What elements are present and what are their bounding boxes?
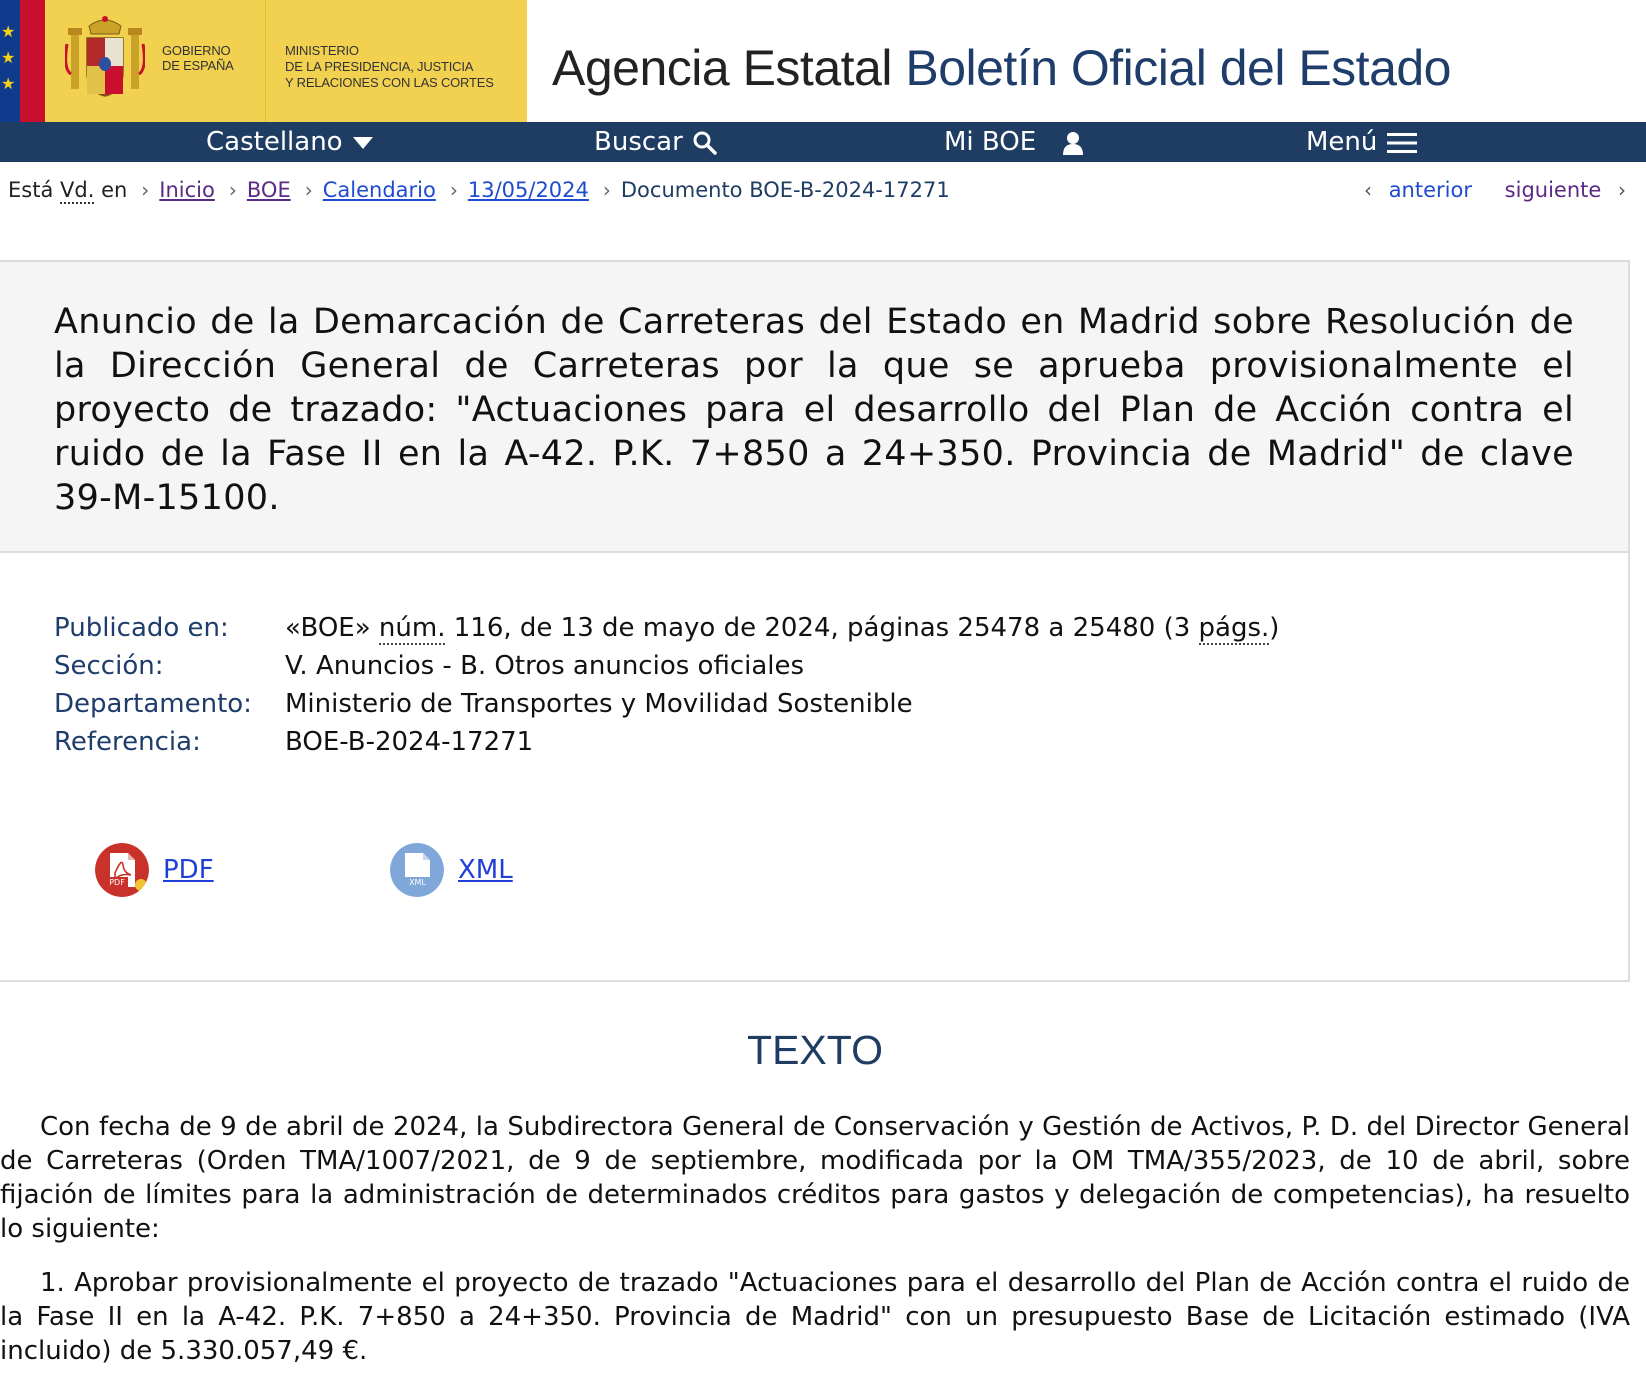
hamburger-icon	[1387, 132, 1417, 154]
main-nav	[0, 122, 1646, 162]
agency-title-link[interactable]	[552, 38, 1451, 98]
pdf-download[interactable]	[95, 843, 235, 899]
pdf-link[interactable]: PDF	[163, 855, 214, 885]
xml-icon-text: XML	[409, 878, 426, 887]
government-name	[162, 43, 234, 73]
meta-label: Departamento:	[54, 689, 252, 719]
language-selector[interactable]	[206, 122, 373, 162]
menu-button[interactable]	[1306, 122, 1417, 162]
agency-title-name: Boletín Oficial del Estado	[905, 40, 1451, 96]
xml-link[interactable]: XML	[458, 855, 513, 885]
divider	[265, 0, 266, 122]
search-icon	[693, 131, 717, 155]
ministry-line: DE LA PRESIDENCIA, JUSTICIA	[285, 59, 474, 74]
coat-of-arms-icon	[65, 14, 145, 104]
document-title-box	[0, 260, 1630, 553]
user-icon	[1062, 131, 1084, 155]
texto-heading: TEXTO	[747, 1027, 883, 1073]
document-pager	[1364, 176, 1626, 204]
chevron-right-icon: ›	[141, 178, 150, 202]
eu-star-icon: ★	[1, 48, 16, 67]
caret-down-icon	[353, 137, 373, 149]
breadcrumb-link-inicio[interactable]: Inicio	[159, 178, 215, 202]
chevron-right-icon: ›	[449, 178, 458, 202]
document-title: Anuncio de la Demarcación de Carreteras del Estado en Madrid sobre Resolución de la Dirección General de Carreteras por la que se aprueba provisionalmente el proyecto de trazado: "Actuaciones para el desarrollo del Plan de Acción contra el ruido de la Fase II en la A-42. P.K. 7+850 a 24+350. Provincia de Madrid" de clave 39-M-15100.	[54, 302, 1574, 518]
xml-download[interactable]	[390, 843, 530, 899]
document-metadata	[0, 553, 1630, 982]
spain-flag-strip	[20, 0, 45, 122]
meta-label: Referencia:	[54, 727, 201, 757]
breadcrumb-link-boe[interactable]: BOE	[246, 178, 291, 202]
next-link[interactable]: siguiente	[1504, 178, 1602, 202]
my-boe-button[interactable]	[944, 122, 1084, 162]
previous-link[interactable]: anterior	[1388, 178, 1472, 202]
meta-value: Ministerio de Transportes y Movilidad Sostenible	[285, 689, 913, 719]
gov-line: GOBIERNO	[162, 43, 231, 58]
chevron-right-icon: ›	[602, 178, 611, 202]
breadcrumb-prefix: en	[101, 178, 128, 202]
meta-abbr: núm.	[378, 613, 446, 643]
meta-text: «BOE»	[285, 613, 371, 643]
meta-label: Sección:	[54, 651, 164, 681]
my-boe-label: Mi BOE	[944, 127, 1037, 157]
search-button[interactable]	[594, 122, 717, 162]
government-logo[interactable]	[45, 0, 527, 122]
language-label: Castellano	[206, 127, 343, 157]
breadcrumb-abbr: Vd.	[60, 178, 95, 202]
meta-value: BOE-B-2024-17271	[285, 727, 534, 757]
breadcrumb-link-date[interactable]: 13/05/2024	[467, 178, 589, 202]
ministry-name	[285, 43, 494, 91]
pdf-icon-text: PDF	[109, 878, 125, 887]
search-label: Buscar	[594, 127, 683, 157]
eu-flag	[0, 0, 20, 122]
ministry-line: Y RELACIONES CON LAS CORTES	[285, 75, 494, 90]
chevron-right-icon: ›	[1618, 178, 1626, 202]
chevron-left-icon: ‹	[1364, 178, 1372, 202]
xml-icon	[390, 843, 444, 897]
meta-value: V. Anuncios - B. Otros anuncios oficiales	[285, 651, 805, 681]
meta-value	[285, 611, 1279, 645]
site-header	[0, 0, 1646, 122]
chevron-right-icon: ›	[304, 178, 313, 202]
ministry-line: MINISTERIO	[285, 43, 359, 58]
breadcrumb-prefix: Está	[8, 178, 54, 202]
breadcrumb-link-calendario[interactable]: Calendario	[322, 178, 436, 202]
eu-star-icon: ★	[1, 22, 16, 41]
meta-text: 116, de 13 de mayo de 2024, páginas 25478 a 25480 (3	[445, 613, 1199, 643]
agency-title-prefix: Agencia Estatal	[552, 40, 892, 96]
gov-line: DE ESPAÑA	[162, 58, 234, 73]
menu-label: Menú	[1306, 127, 1378, 157]
eu-star-icon: ★	[1, 74, 16, 93]
chevron-right-icon: ›	[228, 178, 237, 202]
pdf-icon	[95, 843, 149, 897]
meta-label: Publicado en:	[54, 613, 229, 643]
body-paragraph: 1. Aprobar provisionalmente el proyecto de trazado "Actuaciones para el desarrollo del Plan de Acción contra el ruido de la Fase II en la A-42. P.K. 7+850 a 24+350. Provincia de Madrid" con un presupuesto Base de Licitación estimado (IVA incluido) de 5.330.057,49 €.	[0, 1268, 1630, 1366]
body-paragraph: Con fecha de 9 de abril de 2024, la Subdirectora General de Conservación y Gestión de Activos, P. D. del Director General de Carreteras (Orden TMA/1007/2021, de 9 de septiembre, modificada por la OM TMA/355/2023, de 10 de abril, sobre fijación de límites para la administración de determinados créditos para gastos y delegación de competencias), ha resuelto lo siguiente:	[0, 1112, 1630, 1244]
meta-abbr: págs.	[1198, 613, 1270, 643]
breadcrumb	[8, 176, 950, 204]
breadcrumb-current: Documento BOE-B-2024-17271	[620, 178, 950, 202]
meta-text: )	[1269, 613, 1280, 643]
